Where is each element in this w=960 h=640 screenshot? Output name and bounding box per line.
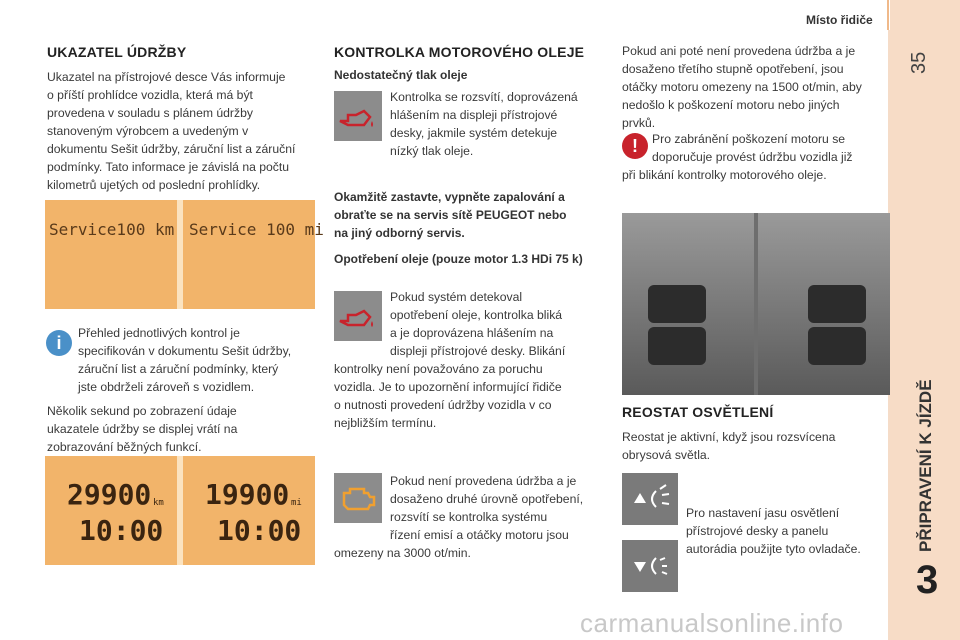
- text-line: dokumentu Sešit údržby, záruční list a záruční: [47, 142, 296, 156]
- text-line: Pro zabránění poškození motoru se: [652, 132, 846, 146]
- chapter-title: PŘIPRAVENÍ K JÍZDĚ: [916, 379, 935, 552]
- odometer-km-value: 29900: [67, 478, 152, 511]
- rheostat-controls-text: [686, 504, 886, 558]
- text-line: při blikání kontrolky motorového oleje.: [622, 168, 827, 182]
- oil-pressure-icon: [334, 91, 382, 141]
- text-line: podmínky. Tato informace je závislá na počtu: [47, 160, 290, 174]
- oil-wear-subheading: Opotřebení oleje (pouze motor 1.3 HDi 75 k): [334, 252, 583, 266]
- odometer-mi-unit: mi: [291, 498, 302, 508]
- text-line: Pokud není provedena údržba a je: [390, 474, 577, 488]
- text-line: obraťte se na servis sítě PEUGEOT nebo: [334, 208, 567, 222]
- return-note: [47, 402, 317, 456]
- text-line: na jiný odborný servis.: [334, 226, 465, 240]
- text-line: nízký tlak oleje.: [390, 144, 474, 158]
- text-line: otáčky motoru omezeny na 1500 ot/min, aby: [622, 80, 862, 94]
- info-note: [78, 324, 323, 396]
- odometer-display-image: [45, 456, 315, 565]
- oil-warning-heading: KONTROLKA MOTOROVÉHO OLEJE: [334, 44, 585, 60]
- text-line: kontrolky není považováno za poruchu: [334, 362, 543, 376]
- service-km-text: Service100 km: [49, 220, 175, 239]
- rheostat-text: [622, 428, 887, 464]
- emission-text: [334, 472, 619, 562]
- text-line: stanoveným výrobcem a uvedeným v: [47, 124, 249, 138]
- odometer-km-unit: km: [153, 498, 164, 508]
- oil-pressure-subheading: Nedostatečný tlak oleje: [334, 68, 468, 82]
- text-line: Kontrolka se rozsvítí, doprovázená: [390, 90, 578, 104]
- text-line: rozsvítí se kontrolka systému: [390, 510, 548, 524]
- service-mi-text: Service 100 mi: [189, 220, 324, 239]
- text-line: řízení emisí a otáčky motoru jsou: [390, 528, 569, 542]
- text-line: nedošlo k poškození motoru nebo jiných: [622, 98, 840, 112]
- text-line: Pokud ani poté není provedena údržba a je: [622, 44, 856, 58]
- watermark: carmanualsonline.info: [580, 608, 844, 638]
- text-line: nejbližším termínu.: [334, 416, 437, 430]
- dimmer-up-button: [648, 285, 706, 323]
- header-title: Místo řidiče: [806, 13, 873, 27]
- oil-wear-text: [334, 288, 619, 432]
- text-line: omezeny na 3000 ot/min.: [334, 546, 471, 560]
- maintenance-intro: [47, 68, 317, 194]
- oil-pressure-text: [390, 88, 610, 160]
- text-line: Pokud systém detekoval: [390, 290, 523, 304]
- text-line: opotřebení oleje, kontrolka bliká: [390, 308, 563, 322]
- text-line: prvků.: [622, 116, 656, 130]
- engine-damage-warning: [622, 130, 887, 184]
- text-line: provedena v souladu s plánem údržby: [47, 106, 253, 120]
- text-line: Ukazatel na přístrojové desce Vás informuje: [47, 70, 286, 84]
- rheostat-heading: REOSTAT OSVĚTLENÍ: [622, 404, 774, 420]
- brightness-up-icon: [622, 473, 678, 525]
- text-line: obrysová světla.: [622, 448, 711, 462]
- text-line: Pro nastavení jasu osvětlení: [686, 506, 840, 520]
- text-line: vozidla. Je to upozornění informující řidiče: [334, 380, 562, 394]
- text-line: kilometrů ujetých od poslední prohlídky.: [47, 178, 261, 192]
- text-line: dosaženo třetího stupně opotřebení, jsou: [622, 62, 844, 76]
- text-line: Okamžitě zastavte, vypněte zapalování a: [334, 190, 565, 204]
- text-line: zobrazování běžných funkcí.: [47, 440, 202, 454]
- text-line: o nutnosti provedení údržby vozidla v co: [334, 398, 552, 412]
- text-line: hlášením na displeji přístrojové: [390, 108, 558, 122]
- text-line: ukazatele údržby se displej vrátí na: [47, 422, 238, 436]
- page-number: 35: [908, 51, 930, 74]
- text-line: přístrojové desky a panelu: [686, 524, 829, 538]
- text-line: záruční list a záruční podmínky, který: [78, 362, 279, 376]
- info-icon: i: [46, 330, 72, 356]
- service-display-image: [45, 200, 324, 309]
- text-line: Přehled jednotlivých kontrol je: [78, 326, 240, 340]
- dimmer-down-button: [648, 327, 706, 365]
- text-line: a je doprovázena hlášením na: [390, 326, 554, 340]
- dashboard-controls-photo: [622, 213, 890, 395]
- text-line: specifikován v dokumentu Sešit údržby,: [78, 344, 292, 358]
- text-line: Reostat je aktivní, když jsou rozsvícena: [622, 430, 836, 444]
- maintenance-heading: UKAZATEL ÚDRŽBY: [47, 44, 187, 60]
- clock-right: 10:00: [217, 514, 302, 547]
- text-line: jste obdrželi zároveň s vozidlem.: [78, 380, 255, 394]
- warning-icon: !: [622, 133, 648, 159]
- header-rule: [887, 0, 889, 30]
- chapter-number: 3: [916, 558, 939, 602]
- text-line: desky, jakmile systém detekuje: [390, 126, 558, 140]
- brightness-down-icon: [622, 540, 678, 592]
- wear-third-level-text: [622, 42, 887, 132]
- text-line: displeji přístrojové desky. Blikání: [390, 344, 566, 358]
- text-line: o příští prohlídce vozidla, která má být: [47, 88, 253, 102]
- text-line: Několik sekund po zobrazení údaje: [47, 404, 237, 418]
- odometer-mi-value: 19900: [205, 478, 290, 511]
- clock-left: 10:00: [79, 514, 164, 547]
- text-line: doporučuje provést údržbu vozidla již: [652, 150, 853, 164]
- stop-warning: [334, 188, 614, 242]
- text-line: dosaženo druhé úrovně opotřebení,: [390, 492, 584, 506]
- text-line: autorádia použijte tyto ovladače.: [686, 542, 861, 556]
